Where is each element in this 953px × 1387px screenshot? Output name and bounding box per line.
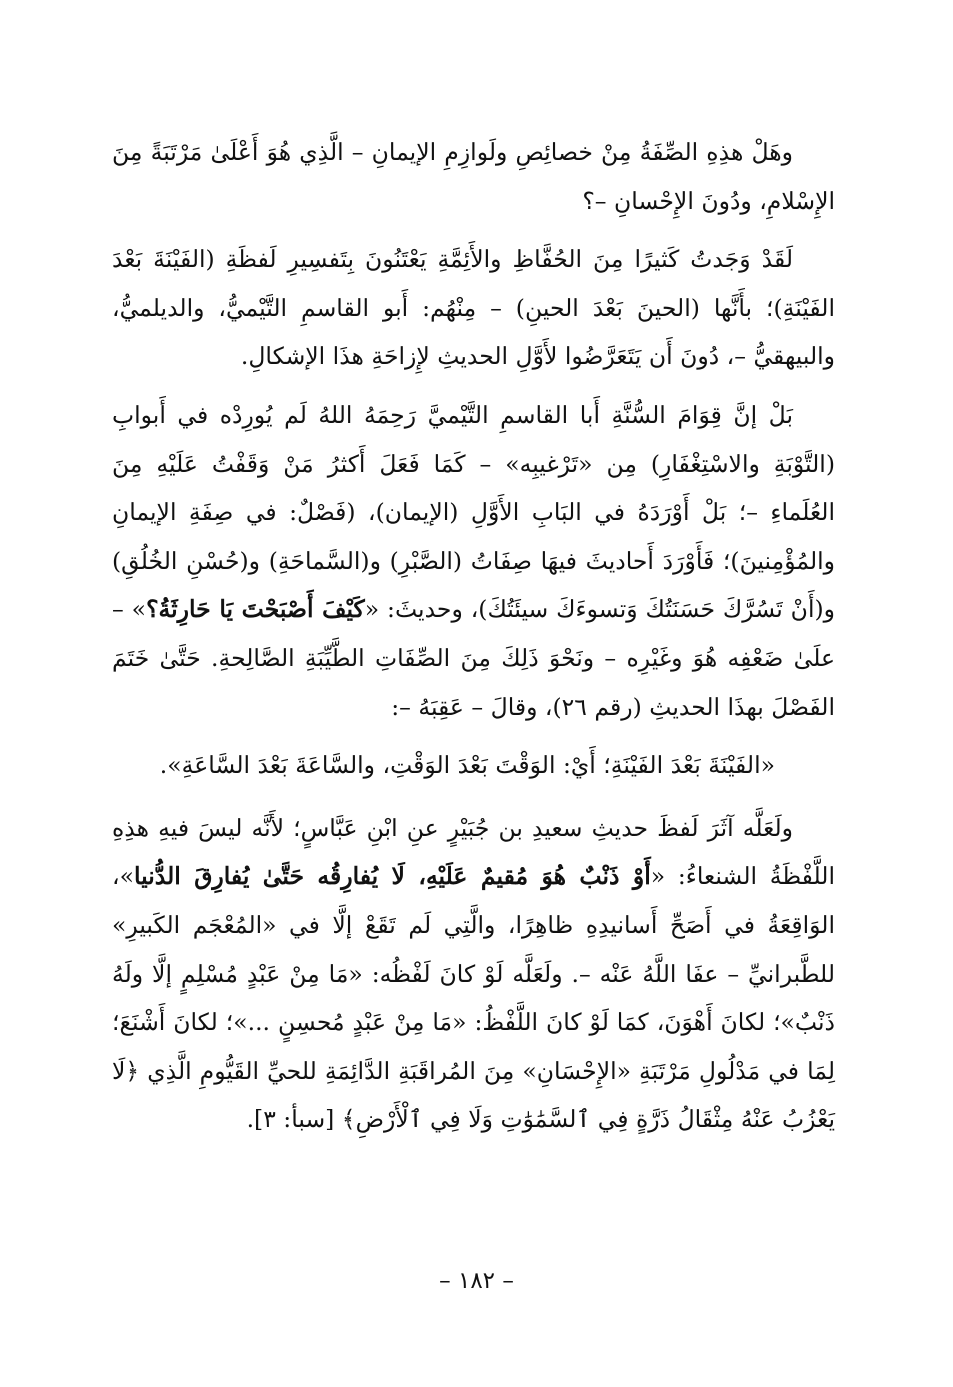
paragraph-text: ولَعَلَّه آثَرَ لَفظَ حديثِ سعيدِ بن جُبَيْرٍ عنِ ابْنِ عَبَّاسٍ؛ لأَنَّه ليسَ فيهِ هذِهِ اللَّفْظَةُ الشنعاءُ: « bbox=[112, 813, 835, 891]
paragraph-text: وهَلْ هذِهِ الصِّفَةُ مِنْ خصائِصِ ولَوازِمِ الإيمانِ – الَّذِي هُوَ أَعْلَىٰ مَرْتَبَةً مِنَ الإِسْلامِ، ودُونَ الإِحْسانِ –؟ bbox=[112, 138, 835, 215]
paragraph-text: «الفَيْنَةَ بَعْدَ الفَيْنَةِ؛ أَيْ: الوَقْتَ بَعْدَ الوَقْتِ، والسَّاعَةَ بَعْدَ السَّاعَةِ». bbox=[159, 751, 775, 780]
paragraph bbox=[112, 804, 835, 1144]
quoted-paragraph bbox=[112, 741, 835, 790]
paragraph-text: »، الوَاقِعَةُ في أَصَحِّ أَسانيدِهِ ظاهِرًا، والَّتِي لَم تَقَعْ إلَّا في «المُعْجَم الكَبيرِ» للطَّبرانيِّ – عفَا اللَّهُ عَنْه –. ولَعَلَّه لَوْ كانَ لَفْظُه: «مَا مِنْ عَبْدٍ مُسْلِمٍ إلَّا ولَهُ ذَنْبٌ»؛ لكانَ أَهْوَنَ، كمَا لَوْ كانَ اللَّفْظُ: «مَا مِنْ عَبْدٍ مُحسِنٍ ...»؛ لكانَ أَشْنَعَ؛ لِمَا في مَدْلُولِ مَرْتَبَةِ «الإِحْسَانِ» مِنَ المُراقَبَةِ الدَّائِمَةِ للحيِّ القَيُّومِ الَّذِي ﴿لَا يَعْزُبُ عَنْهُ مِثْقَالُ ذَرَّةٍ فِي ٱلسَّمَٰوَٰتِ وَلَا فِي ٱلْأَرْضِ﴾ [سبأ: ٣]. bbox=[112, 862, 835, 1134]
bold-quote-text: أَوْ ذَنْبٌ هُوَ مُقيمٌ عَلَيْهِ، لَا يُفارِقُه حَتَّىٰ يُفارِقَ الدُّنيا bbox=[133, 862, 651, 891]
paragraph-text: بَلْ إنَّ قِوَامَ السُّنَّةِ أَبا القاسمِ التَّيْميَّ رَحِمَهُ اللهُ لَم يُورِدْه في أَبوابِ (التَّوْبَةِ والاسْتِغْفَارِ) مِن «تَرْغيبِه» – كَمَا فَعَلَ أَكثرُ مَنْ وَقَفْتُ عَلَيْهِ مِنَ العُلَماءِ –؛ بَلْ أَوْرَدَهُ في البَابِ الأَوَّلِ (الإيمان)، (فَصْلٌ: في صِفَةِ الإيمانِ والمُؤْمِنينَ)؛ فَأَوْرَدَ أَحاديثَ فيهَا صِفَاتُ (الصَّبْرِ) و(السَّماحَةِ) و(حُسْنِ الخُلُقِ) و(أَنْ تَسُرَّكَ حَسَنَتُكَ وَتسوءَكَ سيئَتُكَ)، وحديثَ: « bbox=[112, 400, 835, 624]
page-number: – ١٨٢ – bbox=[439, 1268, 514, 1294]
paragraph bbox=[112, 235, 835, 381]
bold-quote-text: كَيْفَ أَصْبَحْتَ يَا حَارِثَةُ؟ bbox=[146, 595, 365, 624]
body-text bbox=[112, 128, 835, 1154]
paragraph bbox=[112, 391, 835, 731]
paragraph bbox=[112, 128, 835, 225]
paragraph-text: » – علَىٰ ضَعْفِه هُوَ وغَيْرِه – ونَحْوَ ذَلِكَ مِنَ الصِّفَاتِ الطَّيِّبَةِ الصَّالِحةِ. حَتَّىٰ خَتَمَ الفَصْلَ بهذَا الحديثِ (رقم ٢٦)، وقالَ – عَقِبَهُ –: bbox=[112, 595, 835, 721]
paragraph-text: لَقَدْ وَجَدتُ كَثيرًا مِنَ الحُفَّاظِ والأَئِمَّةِ يَعْتَنُونَ بِتَفسِيرِ لَفظَةِ (الفَيْنَةَ بَعْدَ الفَيْنَةِ)؛ بأَنَّها (الحينَ بَعْدَ الحينِ) – مِنْهُم: أَبو القاسمِ التَّيْميُّ، والديلميُّ، والبيهقيُّ –، دُونَ أَن يَتَعَرَّضُوا لأَوَّلِ الحديثِ لإِزاحَةِ هذَا الإشكالِ. bbox=[112, 245, 835, 371]
